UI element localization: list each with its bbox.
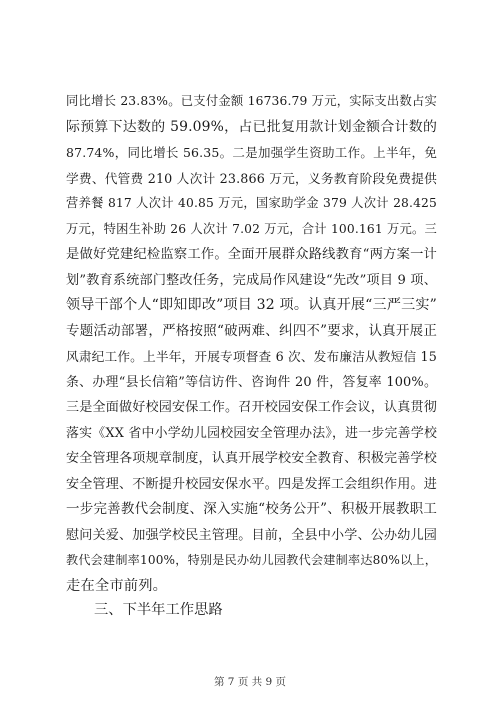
text-line: 87.74%，同比增长 56.35。二是加强学生资助工作。上半年，免: [66, 145, 437, 160]
text-line: 营养餐 817 人次计 40.85 万元，国家助学金 379 人次计 28.425: [66, 196, 437, 210]
text-line: 落实《XX 省中小学幼儿园校园安全管理办法》，进一步完善学校: [66, 425, 437, 441]
text-line: 安全管理各项规章制度，认真开展学校安全教育、积极完善学校: [66, 451, 437, 466]
text-line: 走在全市前列。: [66, 577, 168, 594]
text-line: 条、办理“县长信箱”等信访件、咨询件 20 件，答复率 100%。: [66, 374, 437, 390]
section-heading: 三、下半年工作思路: [94, 602, 223, 618]
page-footer: 第 7 页 共 9 页: [213, 676, 287, 688]
text-line: 风肃纪工作。上半年，开展专项督查 6 次、发布廉洁从教短信 15: [66, 349, 437, 364]
text-line: 三是全面做好校园安保工作。召开校园安保工作会议，认真贯彻: [66, 400, 437, 415]
text-line: 划”教育系统部门整改任务，完成局作风建设“先改”项目 9 项、: [66, 272, 437, 288]
text-line: 慰问关爱、加强学校民主管理。目前，全县中小学、公办幼儿园: [66, 527, 437, 543]
text-line: 一步完善教代会制度、深入实施“校务公开”、积极开展教职工: [66, 501, 437, 517]
text-line: 万元，特困生补助 26 人次计 7.02 万元，合计 100.161 万元。三: [66, 221, 437, 236]
body-paragraph: [66, 89, 437, 599]
text-line: 领导干部个人“即知即改”项目 32 项。认真开展“三严三实”: [66, 297, 437, 313]
text-line: 安全管理、不断提升校园安保水平。四是发挥工会组织作用。进: [66, 476, 437, 492]
text-line: 是做好党建纪检监察工作。全面开展群众路线教育“两方案一计: [66, 247, 437, 262]
text-line: 际预算下达数的 59.09%，占已批复用款计划金额合计数的: [66, 118, 437, 135]
text-line: 专题活动部署，严格按照“破两难、纠四不”要求，认真开展正: [66, 322, 437, 339]
text-line: 学费、代管费 210 人次计 23.866 万元，义务教育阶段免费提供: [66, 170, 437, 186]
text-line: 同比增长 23.83%。已支付金额 16736.79 万元，实际支出数占实: [66, 94, 437, 108]
text-line: 教代会建制率100%，特别是民办幼儿园教代会建制率达80%以上，: [66, 553, 437, 567]
